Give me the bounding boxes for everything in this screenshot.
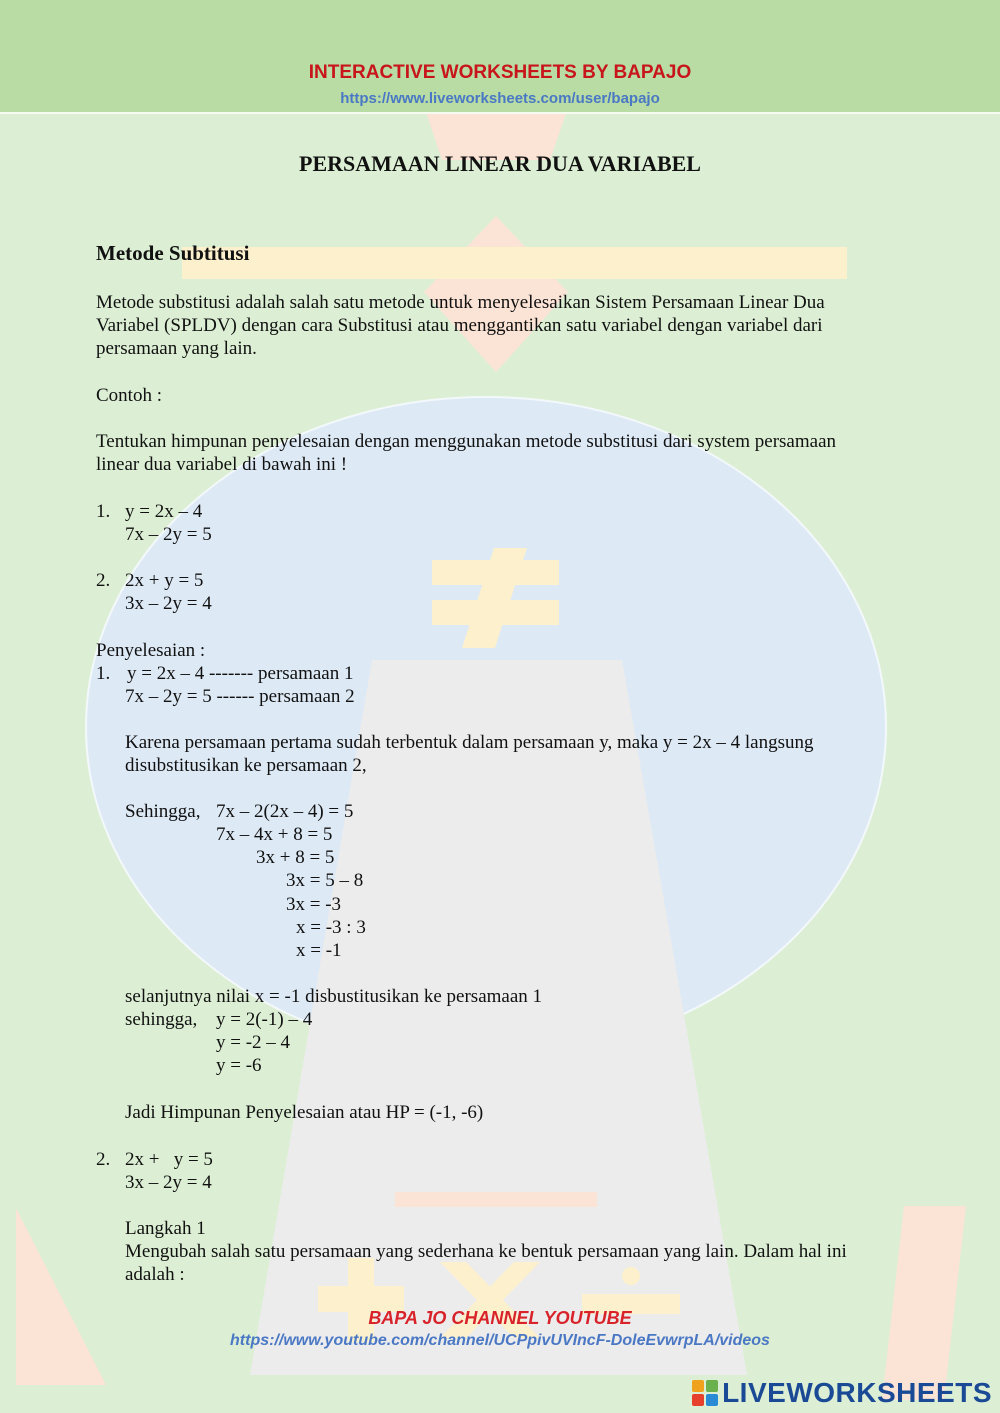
equation-line: 3x = -3 bbox=[286, 894, 342, 915]
step-label: Langkah 1 bbox=[125, 1218, 206, 1239]
paragraph-line: Metode substitusi adalah salah satu metode untuk menyelesaikan Sistem Persamaan Linear Dua bbox=[96, 292, 825, 313]
paragraph-line: linear dua variabel di bawah ini ! bbox=[96, 454, 348, 475]
paragraph-line: disubstitusikan ke persamaan 2, bbox=[125, 755, 367, 776]
header-url-link[interactable]: https://www.liveworksheets.com/user/bapajo bbox=[340, 90, 660, 107]
solution-label: Penyelesaian : bbox=[96, 640, 206, 661]
paragraph-line: Tentukan himpunan penyelesaian dengan menggunakan metode substitusi dari system persamaan bbox=[96, 431, 836, 452]
minus-bar-decoration bbox=[395, 1192, 597, 1207]
paragraph-line: selanjutnya nilai x = -1 disbustitusikan ke persamaan 1 bbox=[125, 986, 543, 1007]
list-number: 1. bbox=[96, 501, 111, 522]
footer-channel-title: BAPA JO CHANNEL YOUTUBE bbox=[368, 1308, 632, 1328]
paragraph-line: Mengubah salah satu persamaan yang sederhana ke bentuk persamaan yang lain. Dalam hal ini bbox=[125, 1241, 847, 1262]
equation-line: y = 2(-1) – 4 bbox=[216, 1009, 313, 1030]
equation-line: 2x + y = 5 bbox=[125, 1149, 213, 1170]
equation-line: 7x – 2(2x – 4) = 5 bbox=[216, 801, 354, 822]
equation-line: 3x – 2y = 4 bbox=[125, 593, 212, 614]
equation-line: 7x – 2y = 5 ------ persamaan 2 bbox=[125, 686, 355, 707]
equation-line: 3x = 5 – 8 bbox=[286, 870, 364, 891]
equation-line: y = -2 – 4 bbox=[216, 1032, 291, 1053]
equation-line: 7x – 2y = 5 bbox=[125, 524, 212, 545]
pink-parallelogram-decoration bbox=[882, 1206, 966, 1400]
equation-line: y = 2x – 4 bbox=[125, 501, 203, 522]
liveworksheets-logo[interactable] bbox=[692, 1376, 992, 1410]
liveworksheets-brand-name: LIVEWORKSHEETS bbox=[722, 1377, 992, 1408]
example-label: Contoh : bbox=[96, 385, 162, 406]
equation-line: 2x + y = 5 bbox=[125, 570, 204, 591]
list-number: 2. bbox=[96, 570, 111, 591]
paragraph-line: adalah : bbox=[125, 1264, 185, 1285]
list-number: 2. bbox=[96, 1149, 111, 1170]
step-label: Sehingga, bbox=[125, 801, 201, 822]
equation-line: 3x – 2y = 4 bbox=[125, 1172, 212, 1193]
list-number: 1. bbox=[96, 663, 111, 684]
conclusion-line: Jadi Himpunan Penyelesaian atau HP = (-1, -6) bbox=[125, 1102, 484, 1123]
yellow-bar-decoration bbox=[182, 247, 847, 279]
section-heading: Metode Subtitusi bbox=[96, 241, 250, 265]
liveworksheets-badge-icon bbox=[692, 1380, 718, 1406]
equation-line: 3x + 8 = 5 bbox=[256, 847, 335, 868]
paragraph-line: Karena persamaan pertama sudah terbentuk dalam persamaan y, maka y = 2x – 4 langsung bbox=[125, 732, 814, 753]
footer-youtube-link[interactable]: https://www.youtube.com/channel/UCPpivUVIncF-DoleEvwrpLA/videos bbox=[230, 1332, 770, 1349]
paragraph-line: persamaan yang lain. bbox=[96, 338, 257, 359]
document-title: PERSAMAAN LINEAR DUA VARIABEL bbox=[299, 151, 701, 176]
equation-line: x = -1 bbox=[296, 940, 342, 961]
equation-line: y = -6 bbox=[216, 1055, 262, 1076]
equation-line: y = 2x – 4 ------- persamaan 1 bbox=[127, 663, 354, 684]
step-label: sehingga, bbox=[125, 1009, 198, 1030]
paragraph-line: Variabel (SPLDV) dengan cara Substitusi atau menggantikan satu variabel dengan variabel dari bbox=[96, 315, 823, 336]
pink-triangle-decoration bbox=[16, 1208, 106, 1385]
equation-line: x = -3 : 3 bbox=[296, 917, 366, 938]
header-title: INTERACTIVE WORKSHEETS BY BAPAJO bbox=[308, 62, 692, 83]
equation-line: 7x – 4x + 8 = 5 bbox=[216, 824, 333, 845]
